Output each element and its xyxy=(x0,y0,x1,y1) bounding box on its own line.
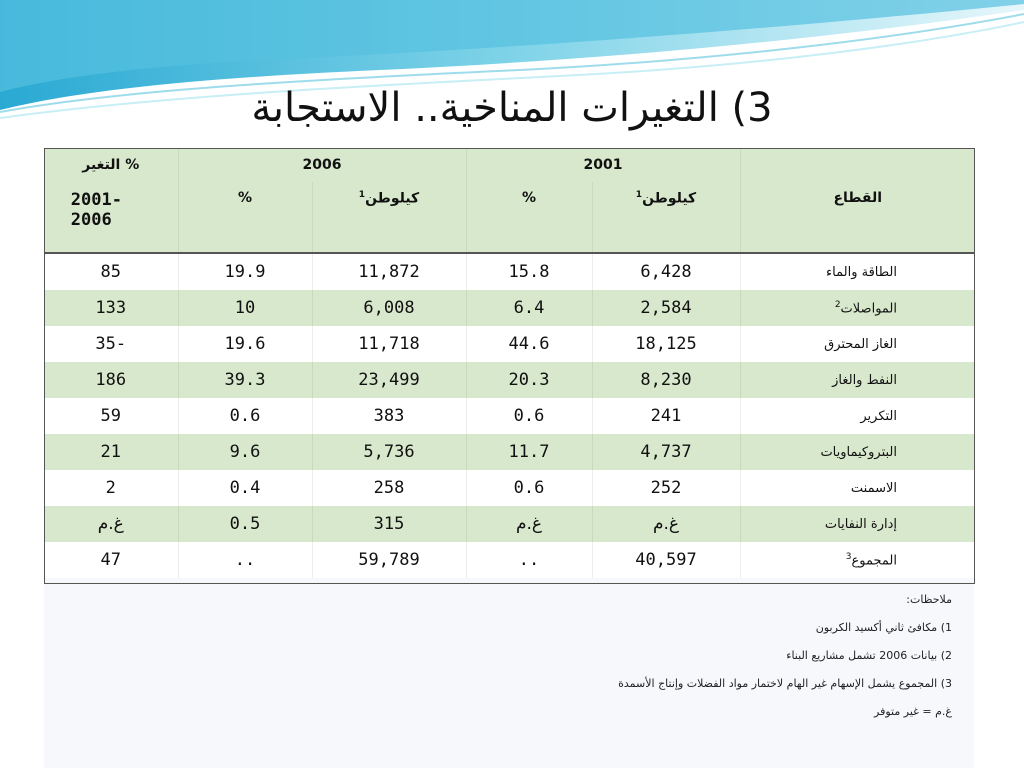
cell-kt2001: 6,428 xyxy=(592,253,740,290)
header-kiloton-2001 xyxy=(592,182,740,253)
note-4: غ.م = غير متوفر xyxy=(874,705,952,718)
cell-change: 2 xyxy=(105,478,116,498)
kiloton-label: كيلوطن xyxy=(642,190,697,207)
table-row xyxy=(44,253,975,290)
cell-kt2006: 59,789 xyxy=(312,542,466,578)
cell-change: 186 xyxy=(44,362,178,398)
cell-pct2006: 10 xyxy=(178,290,312,326)
cell-change: 59 xyxy=(100,406,121,426)
cell-pct2001: 0.6 xyxy=(466,470,592,506)
table-row xyxy=(44,470,975,506)
sector-cell xyxy=(740,470,975,506)
header-year-2001: 2001 xyxy=(466,148,740,182)
cell-pct2001: 0.6 xyxy=(466,398,592,434)
cell-change: 21 xyxy=(44,434,178,470)
cell-pct2006: 0.4 xyxy=(178,470,312,506)
sector-cell xyxy=(740,434,975,470)
slide-title: 3) التغيرات المناخية.. الاستجابة xyxy=(251,85,773,131)
sector-label: البتروكيماويات xyxy=(820,444,897,460)
cell-kt2001: 40,597 xyxy=(592,542,740,578)
cell-kt2001: 241 xyxy=(592,398,740,434)
sector-label: الغاز المحترق xyxy=(824,336,897,352)
sector-label: المواصلات xyxy=(840,301,897,317)
range-label: 2001-2006 xyxy=(70,190,122,230)
sector-cell xyxy=(740,362,975,398)
sector-label: الطاقة والماء xyxy=(826,264,897,280)
cell-change: 85 xyxy=(44,253,178,290)
cell-kt2006: 11,718 xyxy=(312,326,466,362)
sector-label: التكرير xyxy=(860,408,897,424)
cell-kt2006: 5,736 xyxy=(312,434,466,470)
header-row-units xyxy=(44,182,975,253)
sector-cell xyxy=(740,290,975,326)
header-range xyxy=(44,182,178,253)
note-3: 3) المجموع يشمل الإسهام غير الهام لاختمار مواد الفضلات وإنتاج الأسمدة xyxy=(618,677,952,690)
cell-kt2006: 258 xyxy=(312,470,466,506)
kiloton-sup: 1 xyxy=(635,190,643,200)
kiloton-sup: 1 xyxy=(358,190,366,200)
cell-pct2006: 19.9 xyxy=(178,253,312,290)
cell-kt2001: 4,737 xyxy=(592,434,740,470)
cell-kt2006: 6,008 xyxy=(312,290,466,326)
sector-cell xyxy=(740,326,975,362)
cell-kt2006: 315 xyxy=(312,506,466,542)
cell-kt2001: 8,230 xyxy=(592,362,740,398)
notes xyxy=(560,590,952,730)
sector-label: إدارة النفايات xyxy=(824,516,897,532)
cell-kt2001: 252 xyxy=(592,470,740,506)
sector-label: النفط والغاز xyxy=(832,372,897,388)
cell-pct2006: 39.3 xyxy=(178,362,312,398)
header-sector xyxy=(740,182,975,253)
sector-label: المجموع xyxy=(851,553,897,569)
sector-label: الاسمنت xyxy=(850,480,897,496)
cell-kt2001: 2,584 xyxy=(592,290,740,326)
header-row-years xyxy=(44,148,975,182)
emissions-table xyxy=(44,148,975,578)
cell-pct2001: 44.6 xyxy=(466,326,592,362)
notes-heading: ملاحظات: xyxy=(906,593,952,606)
cell-kt2006: 23,499 xyxy=(312,362,466,398)
cell-pct2001: غ.م xyxy=(466,506,592,542)
kiloton-label: كيلوطن xyxy=(365,190,420,207)
sector-cell xyxy=(740,398,975,434)
table-row xyxy=(44,326,975,362)
sector-cell xyxy=(740,542,975,578)
cell-pct2006: 19.6 xyxy=(178,326,312,362)
cell-kt2006: 383 xyxy=(312,398,466,434)
header-kiloton-2006 xyxy=(312,182,466,253)
cell-pct2001: .. xyxy=(466,542,592,578)
cell-pct2001: 11.7 xyxy=(466,434,592,470)
cell-change: غ.م xyxy=(44,506,178,542)
cell-pct2006: .. xyxy=(178,542,312,578)
cell-kt2001: 18,125 xyxy=(592,326,740,362)
table-row xyxy=(44,434,975,470)
table-row xyxy=(44,506,975,542)
cell-pct2006: 0.6 xyxy=(178,398,312,434)
cell-pct2006: 0.5 xyxy=(178,506,312,542)
cell-kt2006: 11,872 xyxy=(312,253,466,290)
sector-footnote: 3 xyxy=(845,551,852,562)
header-year-2006: 2006 xyxy=(178,148,466,182)
cell-change: 133 xyxy=(44,290,178,326)
header-percent-2006: % xyxy=(178,182,312,253)
cell-pct2001: 20.3 xyxy=(466,362,592,398)
cell-pct2001: 15.8 xyxy=(466,253,592,290)
header-percent-2001: % xyxy=(466,182,592,253)
note-1: 1) مكافئ ثاني أكسيد الكربون xyxy=(815,621,952,634)
sector-cell xyxy=(740,253,975,290)
header-change: % التغير xyxy=(44,148,178,182)
sector-cell xyxy=(740,506,975,542)
note-2: 2) بيانات 2006 تشمل مشاريع البناء xyxy=(786,649,952,662)
table-row xyxy=(44,362,975,398)
cell-kt2001: غ.م xyxy=(592,506,740,542)
sector-footnote: 2 xyxy=(834,299,841,310)
table-row xyxy=(44,290,975,326)
header-sector-label: القطاع xyxy=(833,190,883,206)
header-blank xyxy=(740,148,975,182)
cell-pct2006: 9.6 xyxy=(178,434,312,470)
table-row xyxy=(44,398,975,434)
table-row xyxy=(44,542,975,578)
cell-change: -35 xyxy=(95,334,127,354)
cell-pct2001: 6.4 xyxy=(466,290,592,326)
cell-change: 47 xyxy=(100,550,121,570)
